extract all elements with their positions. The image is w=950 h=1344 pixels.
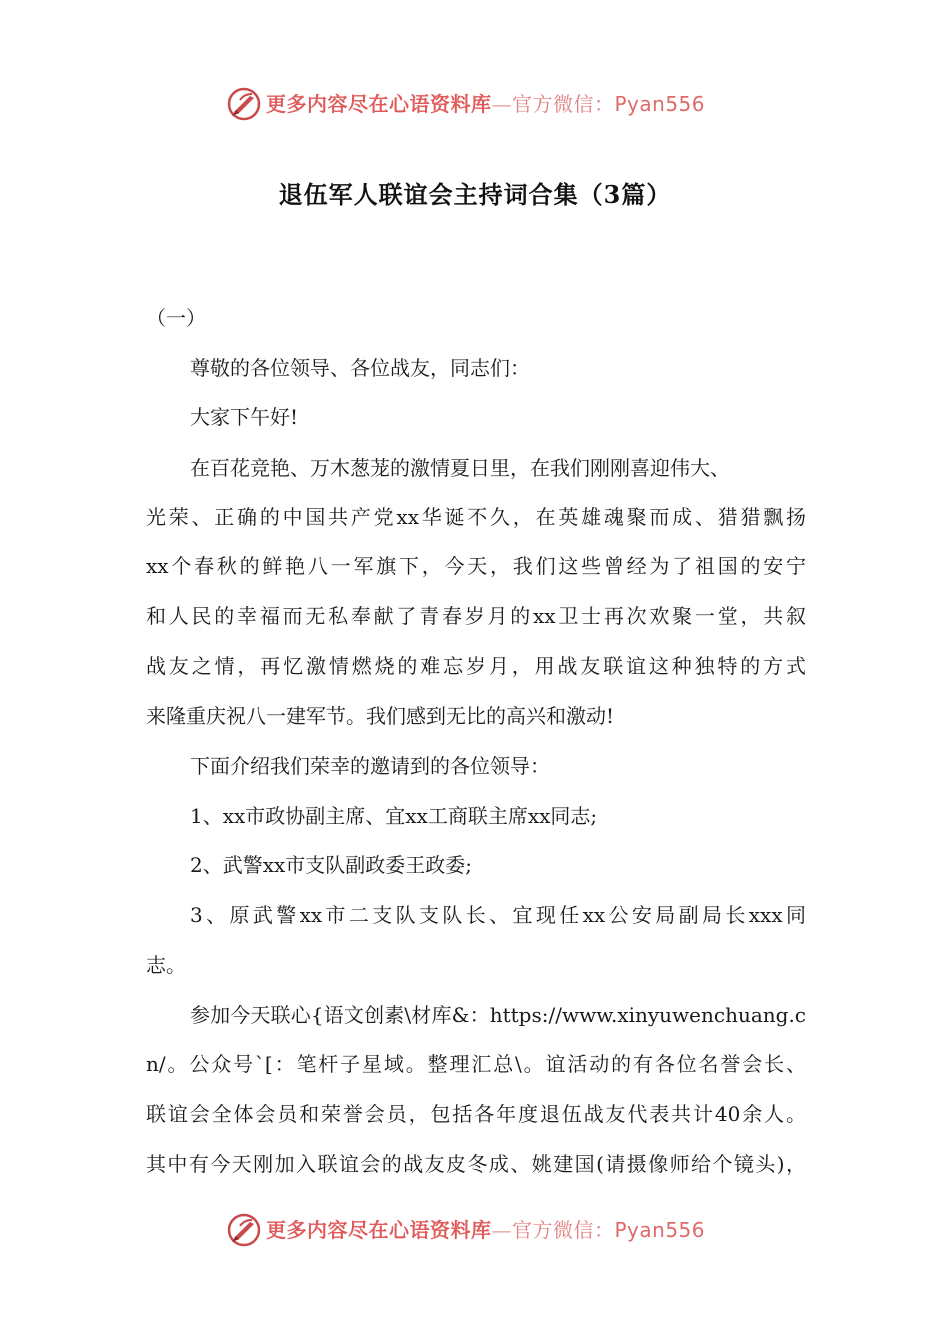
watermark-banner-top <box>0 82 950 126</box>
paragraph-line: 来隆重庆祝八一建军节。我们感到无比的高兴和激动! <box>146 704 615 728</box>
watermark-dash: — <box>491 1218 512 1242</box>
paragraph-line: 光荣、正确的中国共产党xx华诞不久，在英雄魂聚而成、猎猎飘扬 <box>146 505 806 529</box>
paragraph-line: 在百花竞艳、万木葱茏的激情夏日里，在我们刚刚喜迎伟大、 <box>190 456 730 480</box>
watermark-text <box>266 1217 705 1243</box>
paragraph-line: 联谊会全体会员和荣誉会员，包括各年度退伍战友代表共计40余人。 <box>146 1102 806 1126</box>
paragraph-line: 战友之情，再忆激情燃烧的难忘岁月，用战友联谊这种独特的方式 <box>146 654 806 678</box>
watermark-main: 更多内容尽在心语资料库 <box>266 1218 492 1242</box>
list-item: 3、原武警xx市二支队支队长、宜现任xx公安局副局长xxx同 <box>190 903 806 927</box>
pen-circle-logo-icon <box>226 86 262 122</box>
watermark-dash: — <box>491 92 512 116</box>
paragraph-line: 志。 <box>146 953 186 977</box>
paragraph-line: 和人民的幸福而无私奉献了青春岁月的xx卫士再次欢聚一堂，共叙 <box>146 604 806 628</box>
watermark-text <box>266 91 705 117</box>
section-heading: （一） <box>146 306 206 330</box>
paragraph-line: 尊敬的各位领导、各位战友，同志们： <box>190 356 530 380</box>
paragraph-line: 大家下午好! <box>190 405 299 429</box>
paragraph-line: xx个春秋的鲜艳八一军旗下，今天，我们这些曾经为了祖国的安宁 <box>146 554 806 578</box>
watermark-id: Pyan556 <box>614 1218 706 1242</box>
paragraph-line: 其中有今天刚加入联谊会的战友皮冬成、姚建国(请摄像师给个镜头)， <box>146 1152 806 1176</box>
watermark-sub: 官方微信： <box>512 1218 615 1242</box>
watermark-id: Pyan556 <box>614 92 706 116</box>
paragraph-line: 参加今天联心{语文创素\材库&：https://www.xinyuwenchuang.c <box>190 1003 806 1027</box>
document-title: 退伍军人联谊会主持词合集（3篇） <box>278 180 672 209</box>
list-item: 1、xx市政协副主席、宜xx工商联主席xx同志; <box>190 804 598 828</box>
list-item: 2、武警xx市支队副政委王政委; <box>190 853 473 877</box>
watermark-sub: 官方微信： <box>512 92 615 116</box>
paragraph-line: n/。公众号`[：笔杆子星域。整理汇总\。谊活动的有各位名誉会长、 <box>146 1052 806 1076</box>
watermark-banner-bottom <box>0 1208 950 1252</box>
paragraph-line: 下面介绍我们荣幸的邀请到的各位领导： <box>190 754 550 778</box>
pen-circle-logo-icon <box>226 1212 262 1248</box>
watermark-main: 更多内容尽在心语资料库 <box>266 92 492 116</box>
